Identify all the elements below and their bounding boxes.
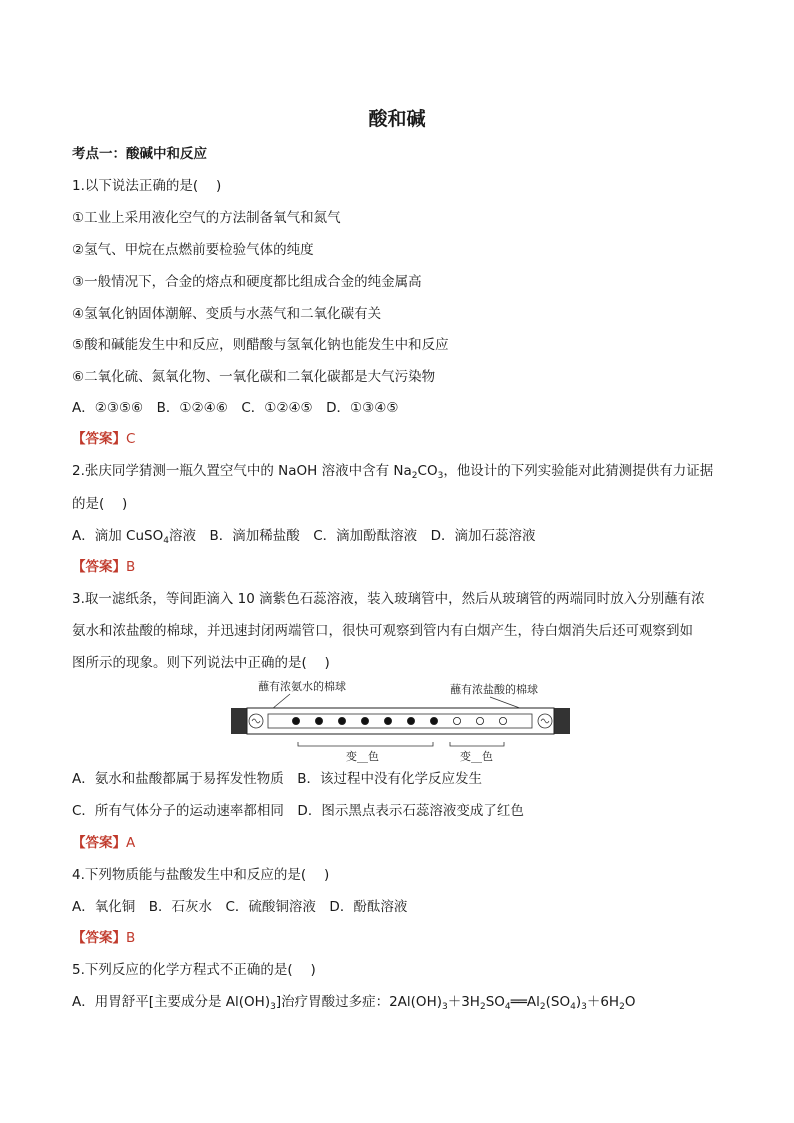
subscript: 2 <box>619 1002 625 1012</box>
question-2-answer <box>72 558 135 576</box>
answer-value: C <box>126 431 136 447</box>
question-1-item: ⑥二氧化硫、氮氧化物、一氧化碳和二氧化碳都是大气污染物 <box>72 369 436 385</box>
option-text: ) <box>575 994 582 1010</box>
subscript: 4 <box>504 1002 511 1012</box>
question-1-item: ②氢气、甲烷在点燃前要检验气体的纯度 <box>72 242 314 258</box>
right-cotton-label: 蘸有浓盐酸的棉球 <box>450 683 538 696</box>
subscript: 2 <box>411 471 418 481</box>
option-text: 溶液 B．滴加稀盐酸 C．滴加酚酞溶液 D．滴加石蕊溶液 <box>168 528 536 544</box>
subscript: 3 <box>581 1002 587 1012</box>
question-4-stem: 4.下列物质能与盐酸发生中和反应的是( ) <box>72 867 330 883</box>
stem-text: 2.张庆同学猜测一瓶久置空气中的 NaOH 溶液中含有 Na <box>72 463 412 479</box>
subscript: 4 <box>163 536 169 546</box>
black-dot <box>384 717 391 724</box>
option-text: (SO <box>545 994 571 1010</box>
question-1-item: ④氢氧化钠固体潮解、变质与水蒸气和二氧化碳有关 <box>72 306 382 322</box>
option-text: A．用胃舒平[主要成分是 Al(OH) <box>72 994 271 1010</box>
filter-paper-strip <box>268 714 532 728</box>
question-3-answer <box>72 834 135 852</box>
stem-text: ，他设计的下列实验能对此猜测提供有力证据 <box>443 463 714 479</box>
option-text: ＋6H <box>586 994 620 1010</box>
question-1-answer <box>72 430 135 448</box>
white-dot <box>453 717 460 724</box>
white-dot <box>476 717 483 724</box>
glass-tube-diagram <box>228 676 573 764</box>
question-1-options: A．②③⑤⑥ B．①②④⑥ C．①②④⑤ D．①③④⑤ <box>72 400 399 416</box>
subscript: 2 <box>539 1002 546 1012</box>
page-title: 酸和碱 <box>368 108 426 130</box>
stem-text: CO <box>417 463 438 479</box>
option-text: ＋3H <box>447 994 480 1010</box>
right-bracket-label: 变__色 <box>460 750 493 763</box>
option-text: SO <box>485 994 505 1010</box>
question-1-item: ①工业上采用液化空气的方法制备氧气和氮气 <box>72 210 341 226</box>
section-heading: 考点一：酸碱中和反应 <box>72 146 207 162</box>
answer-label: 【答案】 <box>72 835 126 851</box>
answer-label: 【答案】 <box>72 930 126 946</box>
left-bracket <box>298 742 433 746</box>
option-text: A．滴加 CuSO <box>72 528 164 544</box>
left-bracket-label: 变__色 <box>346 750 379 763</box>
left-cotton-label: 蘸有浓氨水的棉球 <box>258 680 346 693</box>
question-1-item: ③一般情况下，合金的熔点和硬度都比组成合金的纯金属高 <box>72 274 422 290</box>
subscript: 3 <box>270 1002 276 1012</box>
question-2-stem <box>72 462 713 480</box>
answer-value: A <box>126 835 136 851</box>
answer-label: 【答案】 <box>72 559 126 575</box>
answer-value: B <box>126 930 136 946</box>
right-stopper <box>554 708 570 734</box>
subscript: 3 <box>437 471 444 481</box>
question-3-stem-line: 图所示的现象。则下列说法中正确的是( ) <box>72 655 330 671</box>
black-dot <box>315 717 322 724</box>
question-1-stem: 1.以下说法正确的是( ) <box>72 178 222 194</box>
answer-value: B <box>126 559 136 575</box>
question-1-item: ⑤酸和碱能发生中和反应，则醋酸与氢氧化钠也能发生中和反应 <box>72 337 449 353</box>
black-dot <box>407 717 414 724</box>
question-3-stem-line: 氨水和浓盐酸的棉球，并迅速封闭两端管口，很快可观察到管内有白烟产生，待白烟消失后还可观察到如 <box>72 623 693 639</box>
black-dot <box>338 717 345 724</box>
right-bracket <box>450 742 504 746</box>
left-stopper <box>231 708 247 734</box>
question-4-answer <box>72 929 135 947</box>
answer-label: 【答案】 <box>72 431 126 447</box>
question-5-stem: 5.下列反应的化学方程式不正确的是( ) <box>72 962 316 978</box>
question-3-option-line: A．氨水和盐酸都属于易挥发性物质 B．该过程中没有化学反应发生 <box>72 771 482 787</box>
subscript: 3 <box>441 1002 448 1012</box>
option-text: ]治疗胃酸过多症：2Al(OH) <box>275 994 442 1010</box>
black-dot <box>430 717 437 724</box>
black-dot <box>292 717 299 724</box>
white-dot <box>499 717 506 724</box>
question-3-stem-line: 3.取一滤纸条，等间距滴入 10 滴紫色石蕊溶液，装入玻璃管中，然后从玻璃管的两端同时放入分别蘸有浓 <box>72 591 705 607</box>
question-5-option-a <box>72 993 635 1011</box>
black-dot <box>361 717 368 724</box>
option-text: O <box>624 994 636 1010</box>
question-4-options: A．氧化铜 B．石灰水 C．硫酸铜溶液 D．酚酞溶液 <box>72 899 408 915</box>
question-2-stem-line2: 的是( ) <box>72 496 128 512</box>
option-text: ══Al <box>510 994 540 1010</box>
subscript: 4 <box>570 1002 576 1012</box>
question-2-options <box>72 527 536 545</box>
question-3-option-line: C．所有气体分子的运动速率都相同 D．图示黑点表示石蕊溶液变成了红色 <box>72 803 524 819</box>
subscript: 2 <box>479 1002 486 1012</box>
